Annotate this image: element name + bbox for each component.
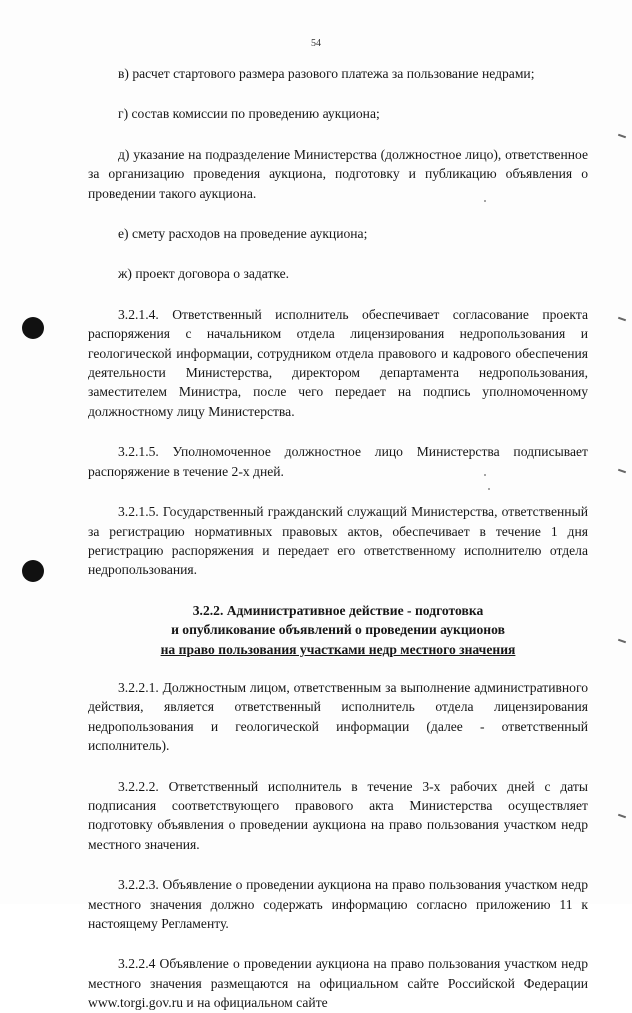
- scan-edge-mark: [618, 317, 626, 322]
- clause-3-2-2-3: 3.2.2.3. Объявление о проведении аукциона на право пользования участком недр местного значения должно содержать информацию согласно приложению 11 к настоящему Регламенту.: [88, 877, 588, 931]
- clause-3-2-2-2: 3.2.2.2. Ответственный исполнитель в течение 3-х рабочих дней с даты подписания соответствующего правового акта Министерства осуществляет подготовку объявления о проведении аукциона на право пользования участком недр местного значения.: [88, 778, 588, 852]
- punch-hole-mark: [22, 560, 44, 582]
- section-heading-line: и опубликование объявлений о проведении аукционов: [171, 622, 505, 638]
- document-body: [88, 64, 588, 1013]
- scan-edge-mark: [618, 134, 626, 139]
- section-heading-line: на право пользования участками недр местного значения: [160, 641, 516, 657]
- section-heading-line: 3.2.2. Административное действие - подготовка: [192, 602, 484, 618]
- list-item-v: в) расчет стартового размера разового платежа за пользование недрами;: [118, 66, 535, 81]
- scan-edge-mark: [618, 814, 626, 819]
- list-item-zh: ж) проект договора о задатке.: [118, 266, 290, 282]
- clause-3-2-2-1: 3.2.2.1. Должностным лицом, ответственным за выполнение административного действия, является ответственный исполнитель отдела лицензирования недропользования и геологической информации (далее - ответственный исполнитель).: [88, 679, 588, 754]
- punch-hole-mark: [22, 317, 44, 339]
- clause-3-2-2-4: 3.2.2.4 Объявление о проведении аукциона на право пользования участком недр местного значения размещаются на официальном сайте Российской Федерации www.torgi.gov.ru и на официальном сайте: [88, 956, 588, 1011]
- clause-3-2-1-5-a: 3.2.1.5. Уполномоченное должностное лицо Министерства подписывает распоряжение в течение 2-х дней.: [88, 444, 588, 479]
- list-item-d: д) указание на подразделение Министерства (должностное лицо), ответственное за организацию проведения аукциона, подготовку и публикацию объявления о проведении такого аукциона.: [88, 146, 588, 201]
- scan-edge-mark: [618, 639, 626, 644]
- clause-3-2-1-4: 3.2.1.4. Ответственный исполнитель обеспечивает согласование проекта распоряжения с начальником отдела лицензирования недропользования и геологической информации, сотрудником отдела правового и кадрового обеспечения деятельности Министерства, директором департамента недропользования, заместителем Министра, после чего передает на подпись уполномоченному должностному лицу Министерства.: [88, 306, 588, 419]
- page-number: 54: [311, 38, 321, 49]
- section-heading: [88, 601, 588, 659]
- clause-3-2-1-5-b: 3.2.1.5. Государственный гражданский служащий Министерства, ответственный за регистрацию нормативных правовых актов, обеспечивает в течение 1 дня регистрацию распоряжения и передает его ответственному исполнителю отдела недропользования.: [88, 504, 588, 578]
- list-item-g: г) состав комиссии по проведению аукциона;: [118, 106, 380, 122]
- list-item-e: е) смету расходов на проведение аукциона;: [118, 226, 368, 242]
- scan-edge-mark: [618, 469, 626, 474]
